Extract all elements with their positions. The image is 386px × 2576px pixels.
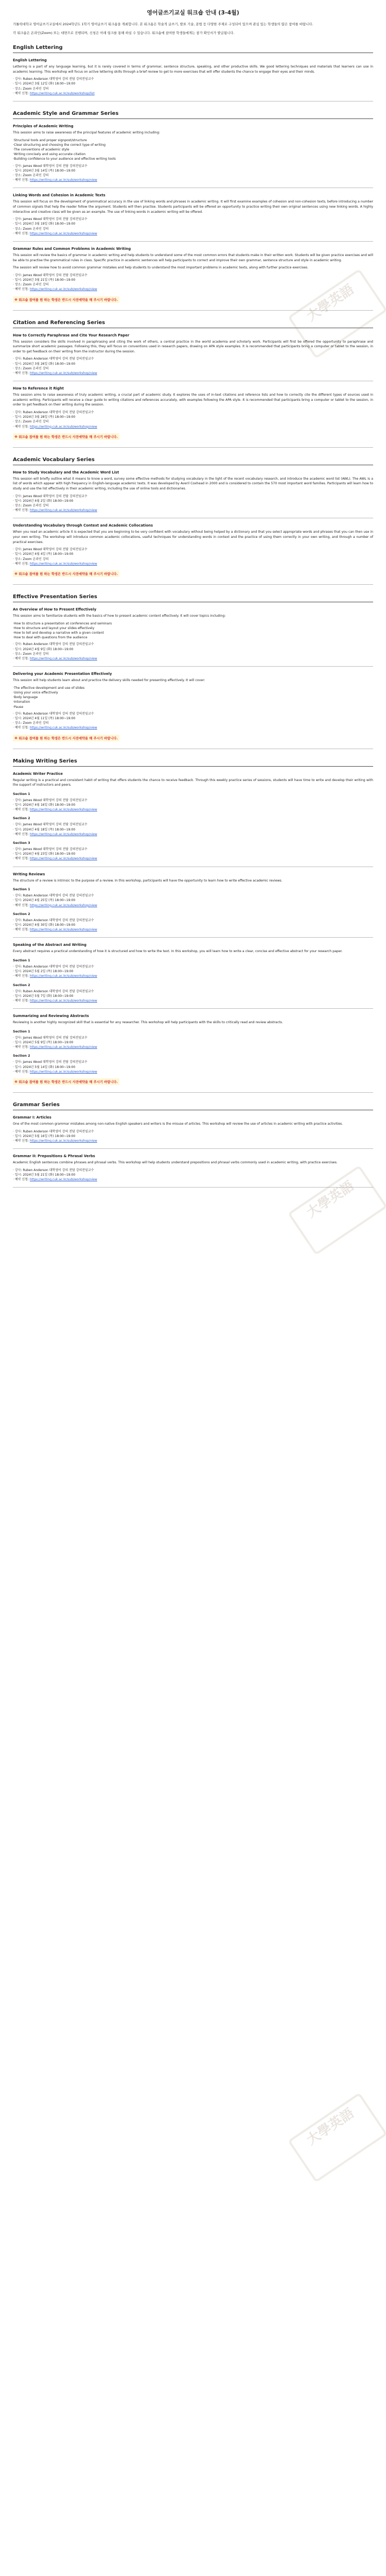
info-line: · 예약 신청: https://writing.cuk.ac.kr/sub/workshop/view	[13, 808, 97, 812]
topic-item: ·How to deal with questions from the audience	[13, 636, 87, 640]
info-line: · 장소: Zoom 온라인 강의	[13, 174, 49, 178]
registration-link[interactable]: https://writing.cuk.ac.kr/sub/workshop/list	[29, 91, 95, 95]
workshop-title: Principles of Academic Writing	[13, 124, 74, 128]
workshop-block	[13, 58, 373, 96]
registration-link[interactable]: https://writing.cuk.ac.kr/sub/workshop/view	[29, 231, 97, 235]
info-line: · 일시: 2024년 4월 9일 (화) 18:00~19:00	[13, 647, 74, 651]
workshop-title: Grammar Rules and Common Problems in Academic Writing	[13, 247, 131, 251]
workshop-info	[13, 217, 373, 236]
info-line: · 예약 신청: https://writing.cuk.ac.kr/sub/workshop/view	[13, 999, 97, 1003]
info-line: · 강사: James Wood 대학영어 강의 전담 강의전임교수	[13, 164, 87, 168]
topic-item: ·The effective development and use of slides	[13, 686, 85, 690]
info-line: · 장소: Zoom 온라인 강의	[13, 283, 49, 287]
series-title: Effective Presentation Series	[13, 594, 373, 602]
document-body	[13, 7, 373, 1193]
workshop-title: Grammar I: Articles	[13, 1115, 51, 1120]
intro-paragraph: 각 워크숍은 온라인(Zoom) 또는 대면으로 진행되며, 신청은 아래 링크를 통해 하실 수 있습니다. 워크숍에 참여한 학생들에게는 참가 확인서가 발급됩니다.	[13, 30, 235, 35]
info-line: · 강사: James Wood 대학영어 강의 전담 강의전임교수	[13, 848, 87, 852]
info-line: · 일시: 2024년 3월 14일 (목) 18:00~19:00	[13, 168, 76, 173]
series-title: English Lettering	[13, 45, 373, 53]
workshop-info	[13, 1036, 373, 1050]
workshop-info	[13, 847, 373, 861]
workshop-info	[13, 1129, 373, 1144]
workshop-title: Grammar II: Prepositions & Phrasal Verbs	[13, 1154, 95, 1159]
workshop-series	[13, 457, 373, 585]
workshop-info	[13, 547, 373, 566]
info-line: · 일시: 2024년 5월 9일 (목) 18:00~19:00	[13, 1041, 74, 1045]
workshop-description: Regular writing is a practical and consistent habit of writing that offers students the chance to receive feedback. Through this weekly practice series of sessions, students will have time to write and develop their writing with the support of instructors and peers.	[13, 778, 373, 787]
registration-link[interactable]: https://writing.cuk.ac.kr/sub/workshop/view	[29, 808, 97, 812]
workshop-description: This session considers the skills involved in paraphrasing and citing the work of others, a central practice in the world academia and scholarly work. Participants will first be offered the opportunity to paraphrase and summarize short academic passages. Following this, they will focus on conventions used in research papers, drawing on APA style examples. It is recommended that participants bring a computer or tablet to the session, in order to get feedback on their writing from the instructor during the session.	[13, 340, 373, 353]
info-line: · 예약 신청: https://writing.cuk.ac.kr/sub/workshop/view	[13, 832, 97, 836]
info-line: · 강사: James Wood 대학영어 강의 전담 강의전임교수	[13, 823, 87, 827]
workshop-description: This session will help students learn about and practice the delivery skills needed for presenting effectively. It will cover:	[13, 679, 205, 683]
info-line: · 일시: 2024년 5월 7일 (화) 18:00~19:00	[13, 994, 74, 998]
registration-link[interactable]: https://writing.cuk.ac.kr/sub/workshop/view	[29, 903, 97, 907]
workshop-block	[13, 607, 373, 661]
info-line: · 강사: Ruben Anderson 대학영어 강의 전담 강의전임교수	[13, 642, 94, 647]
topic-item: ·Structural tools and proper signpost/structure	[13, 138, 87, 142]
watermark-stamp: 大學英語	[288, 268, 386, 359]
workshop-description: Lettering is a part of any language learning, but it is rarely covered in terms of grammar, sentence structure, speaking, and other productive skills. We good lettering techniques and materials that learners can use in academic learning. This workshop will focus on active lettering skills through a brief review to get to more exercises that will offer students the chance to engage their eyes and their minds.	[13, 65, 373, 74]
workshop-title: Speaking of the Abstract and Writing	[13, 943, 86, 947]
workshop-description: This session aims to raise awareness of truly academic writing, a crucial part of academic study. It explores the uses of in-text citations and reference lists and how to correctly cite the different types of sources used in academic writing. Participants will receive a clear guide to writing citations and references accurately, with examples following the APA style. It is recommended that participants bring a computer or tablet to the session, in order to get feedback on their writing during the session.	[13, 393, 373, 407]
topic-item: ·Intonation	[13, 700, 30, 704]
info-line: · 일시: 2024년 3월 12일 (화) 18:00~19:00	[13, 82, 76, 86]
block-divider	[13, 241, 373, 242]
workshop-info	[13, 642, 373, 661]
info-line: · 장소: Zoom 온라인 강의	[13, 366, 49, 370]
workshop-block	[13, 470, 373, 513]
topic-list	[13, 138, 373, 162]
workshop-description: This session aims to raise awareness of the principal features of academic writing including:	[13, 131, 160, 134]
info-line: · 장소: Zoom 온라인 강의	[13, 652, 49, 656]
info-line: · 예약 신청: https://writing.cuk.ac.kr/sub/workshop/view	[13, 509, 97, 513]
workshop-title: Summarizing and Reviewing Abstracts	[13, 1014, 89, 1019]
topic-item: ·How to structure a presentation at conferences and seminars	[13, 621, 112, 625]
info-line: · 예약 신청: https://writing.cuk.ac.kr/sub/workshop/view	[13, 1139, 97, 1143]
registration-link[interactable]: https://writing.cuk.ac.kr/sub/workshop/view	[29, 1178, 97, 1182]
info-line: · 강사: Ruben Anderson 대학영어 강의 전담 강의전임교수	[13, 1168, 94, 1172]
series-title: Citation and Referencing Series	[13, 320, 373, 328]
workshop-info	[13, 893, 373, 908]
topic-list	[13, 621, 373, 640]
info-line: · 장소: Zoom 온라인 강의	[13, 87, 49, 91]
workshop-block	[13, 1154, 373, 1182]
series-title: Making Writing Series	[13, 758, 373, 767]
info-line: · 강사: James Wood 대학영어 강의 전담 강의전임교수	[13, 1036, 87, 1040]
topic-item: ·Using your voice effectively	[13, 691, 58, 694]
info-line: · 일시: 2024년 3월 19일 (화) 18:00~19:00	[13, 222, 76, 226]
workshop-description: This session will briefly outline what it means to know a word, survey some effective methods for studying vocabulary in the light of the recent vocabulary research, and introduce the academic word list (AWL). The AWL is a list of words which appear with high frequency in English-language academic texts. It was developed by Averil Coxhead in 2000 and is considered to contain the 570 most important word families. Participants will learn how to study and use the list effectively in their academic writing, including the use of online tools and dictionaries.	[13, 477, 373, 490]
workshop-info	[13, 357, 373, 376]
info-line: · 예약 신청: https://writing.cuk.ac.kr/sub/workshop/view	[13, 371, 97, 375]
registration-link[interactable]: https://writing.cuk.ac.kr/sub/workshop/view	[29, 928, 97, 932]
reservation-notice: ※ 워크숍 참여를 원 하는 학생은 반드시 사전예약을 해 주시기 바랍니다.	[13, 296, 119, 303]
info-line: · 장소: Zoom 온라인 강의	[13, 227, 49, 231]
intro-paragraph: 가톨릭대학교 영어글쓰기교실에서 2024학년도 1학기 영어글쓰기 워크숍을 개최합니다. 본 워크숍은 학술적 글쓰기, 발표 기술, 문법 등 다양한 주제로 구성되어 있으며 관심 있는 학생들의 많은 참여를 바랍니다.	[13, 22, 313, 26]
reservation-notice: ※ 워크숍 참여를 원 하는 학생은 반드시 사전예약을 해 주시기 바랍니다.	[13, 433, 119, 440]
info-line: · 강사: Ruben Anderson 대학영어 강의 전담 강의전임교수	[13, 918, 94, 922]
info-line: · 강사: Ruben Anderson 대학영어 강의 전담 강의전임교수	[13, 711, 94, 716]
workshop-info	[13, 918, 373, 933]
info-line: · 일시: 2024년 4월 2일 (화) 18:00~19:00	[13, 499, 74, 503]
workshop-info	[13, 164, 373, 183]
section-label: Section 1	[13, 958, 30, 963]
block-divider	[13, 584, 373, 585]
info-line: · 일시: 2024년 3월 21일 (목) 18:00~19:00	[13, 278, 76, 282]
workshop-description: This session will review the basics of grammar in academic writing and help students to understand some of the most common errors that students make in their written work. Students will be given practice exercises and will be able to practise the grammatical rules in class. Specific practice in academic sentences will help participants to correct and improve their own grammar, sentence structure and style in academic writing.	[13, 253, 373, 262]
info-line: · 일시: 2024년 4월 18일 (목) 18:00~19:00	[13, 827, 76, 832]
topic-item: ·Clear structuring and choosing the correct type of writing	[13, 143, 106, 147]
info-line: · 예약 신청: https://writing.cuk.ac.kr/sub/workshop/view	[13, 928, 97, 932]
block-divider	[13, 666, 373, 667]
info-line: · 예약 신청: https://writing.cuk.ac.kr/sub/workshop/view	[13, 1070, 97, 1074]
workshop-series	[13, 111, 373, 311]
watermark-stamp: 大學英語	[288, 1165, 386, 1255]
info-line: · 일시: 2024년 3월 28일 (목) 18:00~19:00	[13, 415, 76, 419]
info-line: · 강사: James Wood 대학영어 강의 전담 강의전임교수	[13, 1060, 87, 1064]
info-line: · 예약 신청: https://writing.cuk.ac.kr/sub/workshop/view	[13, 657, 97, 660]
topic-item: ·Body language	[13, 696, 38, 700]
reservation-notice: ※ 워크숍 참여를 원 하는 학생은 반드시 사전예약을 해 주시기 바랍니다.	[13, 570, 119, 577]
section-label: Section 1	[13, 887, 30, 892]
workshop-info	[13, 273, 373, 292]
topic-item: ·The conventions of academic style	[13, 148, 69, 151]
info-line: · 예약 신청: https://writing.cuk.ac.kr/sub/workshop/view	[13, 178, 97, 182]
registration-link[interactable]: https://writing.cuk.ac.kr/sub/workshop/view	[29, 287, 97, 292]
workshop-block	[13, 943, 373, 1003]
registration-link[interactable]: https://writing.cuk.ac.kr/sub/workshop/view	[29, 425, 97, 429]
block-divider	[13, 1187, 373, 1188]
reservation-notice: ※ 워크숍 참여를 원 하는 학생은 반드시 사전예약을 해 주시기 바랍니다.	[13, 735, 119, 741]
info-line: · 일시: 2024년 4월 11일 (목) 18:00~19:00	[13, 717, 76, 721]
workshop-title: Academic Writer Practice	[13, 771, 63, 776]
info-line: · 강사: Ruben Anderson 대학영어 강의 전담 강의전임교수	[13, 77, 94, 81]
workshop-info	[13, 964, 373, 979]
workshop-description: The session will review how to avoid common grammar mistakes and help students to understand the most important problems in academic texts, along with further practice exercises.	[13, 266, 309, 270]
info-line: · 장소: Zoom 온라인 강의	[13, 557, 49, 561]
workshop-description: Reviewing is another highly recognized skill that is essential for any researcher. This workshop will help participants with the skills to critically read and review abstracts.	[13, 1021, 283, 1025]
info-line: · 예약 신청: https://writing.cuk.ac.kr/sub/workshop/view	[13, 287, 97, 292]
info-line: · 강사: Ruben Anderson 대학영어 강의 전담 강의전임교수	[13, 1129, 94, 1133]
block-divider	[13, 1092, 373, 1093]
info-line: · 예약 신청: https://writing.cuk.ac.kr/sub/workshop/view	[13, 726, 97, 730]
info-line: · 예약 신청: https://writing.cuk.ac.kr/sub/workshop/view	[13, 857, 97, 861]
section-label: Section 1	[13, 791, 30, 796]
workshop-title: Delivering your Academic Presentation Effectively	[13, 672, 112, 676]
workshop-description: Every abstract requires a practical understanding of how it is structured and how to write the text. In this workshop, you will learn how to write a clear, concise and effective abstract for your research paper.	[13, 950, 343, 954]
registration-link[interactable]: https://writing.cuk.ac.kr/sub/workshop/view	[29, 857, 97, 861]
info-line: · 장소: Zoom 온라인 강의	[13, 503, 49, 507]
section-label: Section 2	[13, 911, 30, 916]
info-line: · 강사: Ruben Anderson 대학영어 강의 전담 강의전임교수	[13, 357, 94, 361]
workshop-block	[13, 1115, 373, 1143]
workshop-info	[13, 1168, 373, 1182]
info-line: · 예약 신청: https://writing.cuk.ac.kr/sub/workshop/view	[13, 1178, 97, 1182]
workshop-info	[13, 711, 373, 731]
info-line: · 장소: Zoom 온라인 강의	[13, 721, 49, 725]
workshop-block	[13, 772, 373, 861]
topic-item: ·Pause	[13, 705, 24, 709]
workshop-description: When you read an academic article it is expected that you are beginning to be very confident with vocabulary without being helped by a dictionary and that you select appropriate words and phrases that you can then use in your own writing. The workshop will introduce common academic collocations, useful techniques for understanding words in context and the practice of using them correctly in your own writing, and through a number of practical exercises.	[13, 530, 373, 544]
registration-link[interactable]: https://writing.cuk.ac.kr/sub/workshop/view	[29, 999, 97, 1003]
registration-link[interactable]: https://writing.cuk.ac.kr/sub/workshop/view	[29, 1045, 97, 1049]
workshop-info	[13, 989, 373, 1004]
workshop-info	[13, 410, 373, 429]
info-line: · 강사: James Wood 대학영어 강의 전담 강의전임교수	[13, 273, 87, 277]
workshop-info	[13, 822, 373, 837]
workshop-title: An Overview of How to Present Effectively	[13, 607, 97, 612]
workshop-block	[13, 124, 373, 182]
block-divider	[13, 1008, 373, 1009]
workshop-description: This session aims to familiarize students with the basics of how to present academic content effectively. It will cover topics including:	[13, 614, 226, 618]
info-line: · 일시: 2024년 5월 2일 (목) 18:00~19:00	[13, 970, 74, 974]
info-line: · 일시: 2024년 4월 30일 (화) 18:00~19:00	[13, 923, 76, 927]
info-line: · 일시: 2024년 4월 23일 (화) 18:00~19:00	[13, 852, 76, 856]
workshop-block	[13, 523, 373, 579]
registration-link[interactable]: https://writing.cuk.ac.kr/sub/workshop/view	[29, 562, 97, 566]
info-line: · 예약 신청: https://writing.cuk.ac.kr/sub/workshop/view	[13, 1045, 97, 1049]
registration-link[interactable]: https://writing.cuk.ac.kr/sub/workshop/view	[29, 832, 97, 836]
registration-link[interactable]: https://writing.cuk.ac.kr/sub/workshop/view	[29, 509, 97, 513]
workshop-title: English Lettering	[13, 58, 47, 62]
info-line: · 일시: 2024년 5월 16일 (목) 18:00~19:00	[13, 1134, 76, 1138]
workshop-title: How to Reference it Right	[13, 386, 64, 391]
section-label: Section 2	[13, 982, 30, 987]
topic-item: ·Building confidence to your audience and effective writing tools	[13, 157, 116, 161]
section-label: Section 3	[13, 841, 30, 845]
workshop-block	[13, 1014, 373, 1087]
info-line: · 강사: Ruben Anderson 대학영어 강의 전담 강의전임교수	[13, 410, 94, 414]
info-line: · 강사: Ruben Anderson 대학영어 강의 전담 강의전임교수	[13, 965, 94, 969]
info-line: · 일시: 2024년 3월 26일 (화) 18:00~19:00	[13, 362, 76, 366]
topic-list	[13, 686, 373, 709]
info-line: · 일시: 2024년 5월 21일 (화) 18:00~19:00	[13, 1173, 76, 1177]
workshop-series	[13, 758, 373, 1093]
section-label: Section 2	[13, 816, 30, 821]
workshop-info	[13, 1060, 373, 1074]
workshop-title: Understanding Vocabulary through Context and Academic Collocations	[13, 523, 153, 528]
info-line: · 강사: James Wood 대학영어 강의 전담 강의전임교수	[13, 548, 87, 552]
info-line: · 일시: 2024년 4월 16일 (화) 18:00~19:00	[13, 803, 76, 807]
info-line: · 강사: James Wood 대학영어 강의 전담 강의전임교수	[13, 798, 87, 802]
workshop-title: How to Study Vocabulary and the Academic Word List	[13, 470, 119, 474]
info-line: · 예약 신청: https://writing.cuk.ac.kr/sub/workshop/view	[13, 425, 97, 429]
topic-item: ·How to tell and develop a narrative with a given content	[13, 631, 104, 635]
info-line: · 예약 신청: https://writing.cuk.ac.kr/sub/workshop/view	[13, 903, 97, 907]
info-line: · 예약 신청: https://writing.cuk.ac.kr/sub/workshop/view	[13, 231, 97, 235]
series-title: Academic Style and Grammar Series	[13, 111, 373, 119]
info-line: · 강사: James Wood 대학영어 강의 전담 강의전임교수	[13, 217, 87, 222]
workshop-description: One of the most common grammar mistakes among non-native English speakers and writers is the misuse of articles. This workshop will review the use of articles in academic writing with practice activities.	[13, 1122, 343, 1126]
workshop-title: How to Correctly Paraphrase and Cite Your Research Paper	[13, 333, 130, 337]
workshop-description: This session will focus on the development of grammatical accuracy in the use of linking words and phrases in academic writing. It will first examine examples of cohesion and non-cohesion texts, before introducing a number of common signals that help the reader follow the argument. Students will then practise. Students participants will be offered an opportunity to practice writing their own original sentences using new linking words. A highly interactive and creative class will be given as an example. The use of linking words in academic writing will be offered.	[13, 200, 373, 214]
registration-link[interactable]: https://writing.cuk.ac.kr/sub/workshop/view	[29, 178, 97, 182]
info-line: · 강사: James Wood 대학영어 강의 전담 강의전임교수	[13, 494, 87, 498]
info-line: · 예약 신청: https://writing.cuk.ac.kr/sub/workshop/list	[13, 91, 95, 95]
workshop-series	[13, 594, 373, 749]
workshop-block	[13, 672, 373, 743]
workshop-series	[13, 1102, 373, 1188]
registration-link[interactable]: https://writing.cuk.ac.kr/sub/workshop/view	[29, 1139, 97, 1143]
block-divider	[13, 937, 373, 938]
page-title: 영어글쓰기교실 워크숍 안내 (3-4월)	[147, 9, 239, 16]
registration-link[interactable]: https://writing.cuk.ac.kr/sub/workshop/view	[29, 726, 97, 730]
workshop-series	[13, 45, 373, 101]
info-line: · 일시: 2024년 5월 14일 (화) 18:00~19:00	[13, 1065, 76, 1069]
workshop-info	[13, 798, 373, 812]
series-title: Academic Vocabulary Series	[13, 457, 373, 465]
workshop-block	[13, 386, 373, 442]
info-line: · 일시: 2024년 4월 4일 (목) 18:00~19:00	[13, 552, 74, 556]
registration-link[interactable]: https://writing.cuk.ac.kr/sub/workshop/view	[29, 371, 97, 375]
workshop-info	[13, 494, 373, 513]
workshop-block	[13, 193, 373, 236]
registration-link[interactable]: https://writing.cuk.ac.kr/sub/workshop/view	[29, 1070, 97, 1074]
info-line: · 강사: Ruben Anderson 대학영어 강의 전담 강의전임교수	[13, 989, 94, 993]
workshop-description: The structure of a review is intrinsic to the purpose of a review. In this workshop, participants will have the opportunity to learn how to write effective academic reviews.	[13, 878, 283, 883]
workshop-title: Writing Reviews	[13, 872, 45, 876]
workshop-block	[13, 872, 373, 933]
reservation-notice: ※ 워크숍 참여를 원 하는 학생은 반드시 사전예약을 해 주시기 바랍니다.	[13, 1078, 119, 1085]
info-line: · 일시: 2024년 4월 25일 (목) 18:00~19:00	[13, 899, 76, 903]
info-line: · 예약 신청: https://writing.cuk.ac.kr/sub/workshop/view	[13, 562, 97, 566]
block-divider	[13, 447, 373, 448]
sections-container	[13, 45, 373, 1188]
registration-link[interactable]: https://writing.cuk.ac.kr/sub/workshop/view	[29, 657, 97, 660]
info-line: · 장소: Zoom 온라인 강의	[13, 420, 49, 424]
info-line: · 강사: Ruben Anderson 대학영어 강의 전담 강의전임교수	[13, 894, 94, 898]
intro	[13, 22, 373, 36]
workshop-description: Academic English sentences combine phrases and phrasal verbs. This workshop will help students understand prepositions and phrasal verbs commonly used in academic writing, with practice exercises.	[13, 1161, 338, 1165]
series-title: Grammar Series	[13, 1102, 373, 1110]
watermark-stamp: 大學英語	[288, 2092, 386, 2182]
block-divider	[13, 1148, 373, 1149]
topic-item: ·Writing concisely and using accurate citation	[13, 152, 86, 157]
workshop-title: Linking Words and Cohesion in Academic Texts	[13, 193, 106, 198]
topic-item: ·How to structure and layout your slides effectively	[13, 626, 95, 630]
section-label: Section 1	[13, 1029, 30, 1033]
info-line: · 예약 신청: https://writing.cuk.ac.kr/sub/workshop/view	[13, 974, 97, 978]
workshop-info	[13, 77, 373, 96]
section-label: Section 2	[13, 1054, 30, 1058]
registration-link[interactable]: https://writing.cuk.ac.kr/sub/workshop/view	[29, 974, 97, 978]
